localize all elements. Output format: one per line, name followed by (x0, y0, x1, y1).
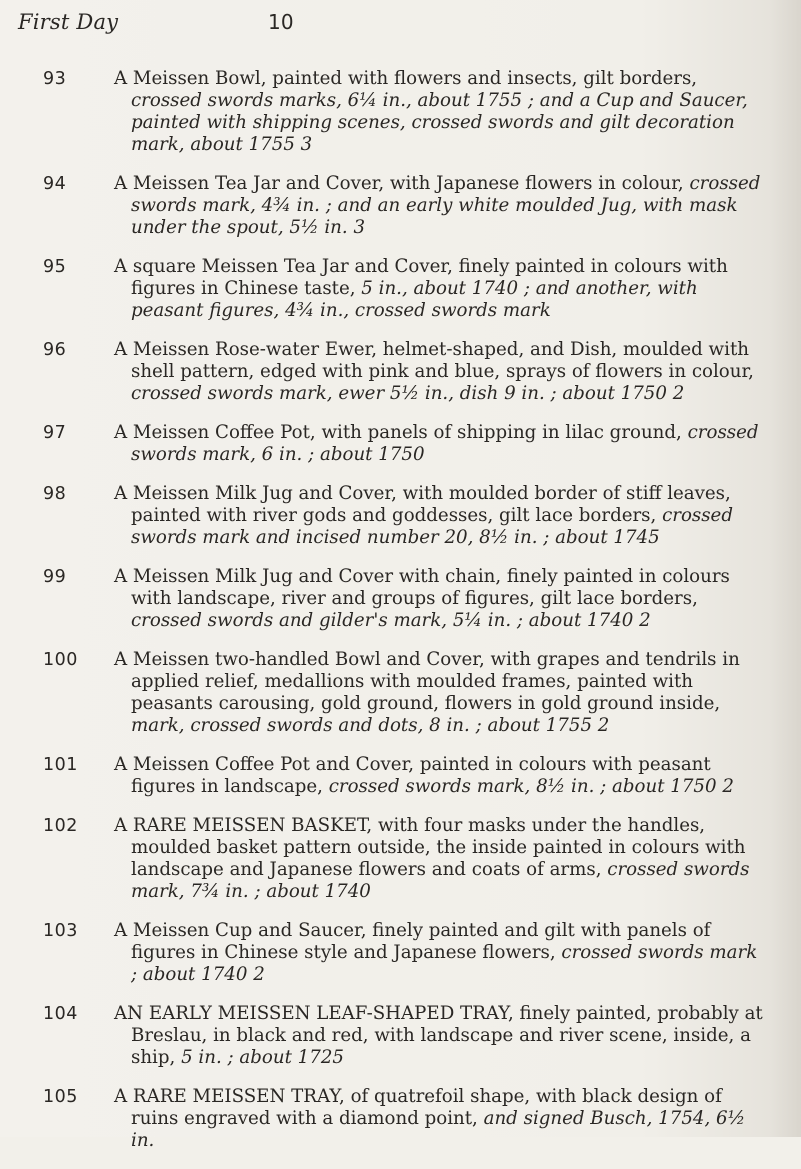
lot-description (114, 483, 768, 549)
lot-desc-text: A Meissen Coffee Pot and Cover, painted in colours with peasant figures in landscape, (114, 754, 711, 797)
lot-desc-text: A Meissen Cup and Saucer, finely painted and gilt with panels of figures in Chinese style and Japanese flowers, (114, 920, 711, 963)
lot-number: 105 (43, 1087, 78, 1107)
lot-number: 104 (43, 1004, 78, 1024)
lot-list (0, 68, 801, 1169)
lot-description (114, 173, 768, 239)
lot-entry (0, 1086, 801, 1152)
lot-entry (0, 1003, 801, 1069)
lot-desc-text: A Meissen Milk Jug and Cover, with moulded border of stiff leaves, painted with river gods and goddesses, gilt lace borders, (114, 483, 731, 526)
lot-desc-text: A Meissen Tea Jar and Cover, with Japanese flowers in colour, (114, 173, 684, 194)
lot-desc-text: A RARE MEISSEN BASKET, with four masks under the handles, moulded basket pattern outside, the inside painted in colours with landscape and Japanese flowers and coats of arms, (114, 815, 746, 880)
lot-number: 103 (43, 921, 78, 941)
lot-entry (0, 566, 801, 632)
lot-description (114, 422, 768, 466)
lot-mark-text: crossed swords mark, 4¾ in. ; and an early white moulded Jug, with mask under the spout, 5½ in. 3 (131, 173, 761, 238)
page-title: First Day (18, 10, 119, 34)
lot-number: 93 (43, 69, 67, 89)
lot-number: 98 (43, 484, 67, 504)
lot-mark-text: crossed swords mark, 8½ in. ; about 1750 2 (322, 776, 734, 797)
lot-desc-text: A Meissen Rose-water Ewer, helmet-shaped, and Dish, moulded with shell pattern, edged with pink and blue, sprays of flowers in colour, (114, 339, 754, 382)
lot-description (114, 256, 768, 322)
lot-mark-text: crossed swords mark, 6 in. ; about 1750 (131, 422, 759, 465)
lot-number: 102 (43, 816, 78, 836)
lot-description (114, 1086, 768, 1152)
lot-description (114, 920, 768, 986)
lot-description (114, 1003, 768, 1069)
lot-mark-text: 5 in., about 1740 ; and another, with peasant figures, 4¾ in., crossed swords mark (131, 278, 698, 321)
lot-entry (0, 68, 801, 156)
lot-description (114, 815, 768, 903)
lot-desc-text: A square Meissen Tea Jar and Cover, finely painted in colours with figures in Chinese taste, (114, 256, 728, 299)
lot-description (114, 68, 768, 156)
lot-mark-text: and signed Busch, 1754, 6½ in. (131, 1108, 746, 1151)
lot-entry (0, 920, 801, 986)
lot-number: 101 (43, 755, 78, 775)
lot-number: 95 (43, 257, 67, 277)
lot-entry (0, 815, 801, 903)
lot-mark-text: crossed swords mark, ewer 5½ in., dish 9 in. ; about 1750 2 (131, 383, 685, 404)
lot-mark-text: crossed swords and gilder's mark, 5¼ in. ; about 1740 2 (131, 610, 651, 631)
lot-entry (0, 256, 801, 322)
lot-description (114, 566, 768, 632)
lot-entry (0, 483, 801, 549)
lot-entry (0, 339, 801, 405)
lot-desc-text: A Meissen Milk Jug and Cover with chain, finely painted in colours with landscape, river and groups of figures, gilt lace borders, (114, 566, 730, 609)
lot-description (114, 649, 768, 737)
lot-entry (0, 422, 801, 466)
lot-number: 97 (43, 423, 67, 443)
page-header (18, 10, 294, 34)
lot-entry (0, 173, 801, 239)
lot-mark-text: crossed swords mark, 7¾ in. ; about 1740 (131, 859, 750, 902)
page-number: 10 (268, 10, 294, 34)
lot-number: 96 (43, 340, 67, 360)
lot-desc-text: AN EARLY MEISSEN LEAF-SHAPED TRAY, finely painted, probably at Breslau, in black and red, with landscape and river scene, inside, a ship, (114, 1003, 763, 1068)
lot-mark-text: crossed swords mark ; about 1740 2 (131, 942, 758, 985)
lot-number: 100 (43, 650, 78, 670)
lot-mark-text: mark, crossed swords and dots, 8 in. ; about 1755 2 (131, 715, 610, 736)
lot-number: 94 (43, 174, 67, 194)
lot-mark-text: crossed swords marks, 6¼ in., about 1755 ; and a Cup and Saucer, painted with shipping scenes, crossed swords and gilt decoration mark, about 1755 3 (131, 90, 748, 155)
lot-desc-text: A Meissen two-handled Bowl and Cover, with grapes and tendrils in applied relief, medallions with moulded frames, painted with peasants carousing, gold ground, flowers in gold ground inside, (114, 649, 740, 714)
lot-desc-text: A Meissen Coffee Pot, with panels of shipping in lilac ground, (114, 422, 682, 443)
lot-desc-text: A Meissen Bowl, painted with flowers and insects, gilt borders, (114, 68, 698, 89)
lot-entry (0, 754, 801, 798)
lot-description (114, 754, 768, 798)
lot-description (114, 339, 768, 405)
lot-mark-text: 5 in. ; about 1725 (175, 1047, 344, 1068)
lot-entry (0, 649, 801, 737)
lot-mark-text: crossed swords mark and incised number 20, 8½ in. ; about 1745 (131, 505, 733, 548)
lot-desc-text: A RARE MEISSEN TRAY, of quatrefoil shape, with black design of ruins engraved with a diamond point, (114, 1086, 722, 1129)
lot-number: 99 (43, 567, 67, 587)
